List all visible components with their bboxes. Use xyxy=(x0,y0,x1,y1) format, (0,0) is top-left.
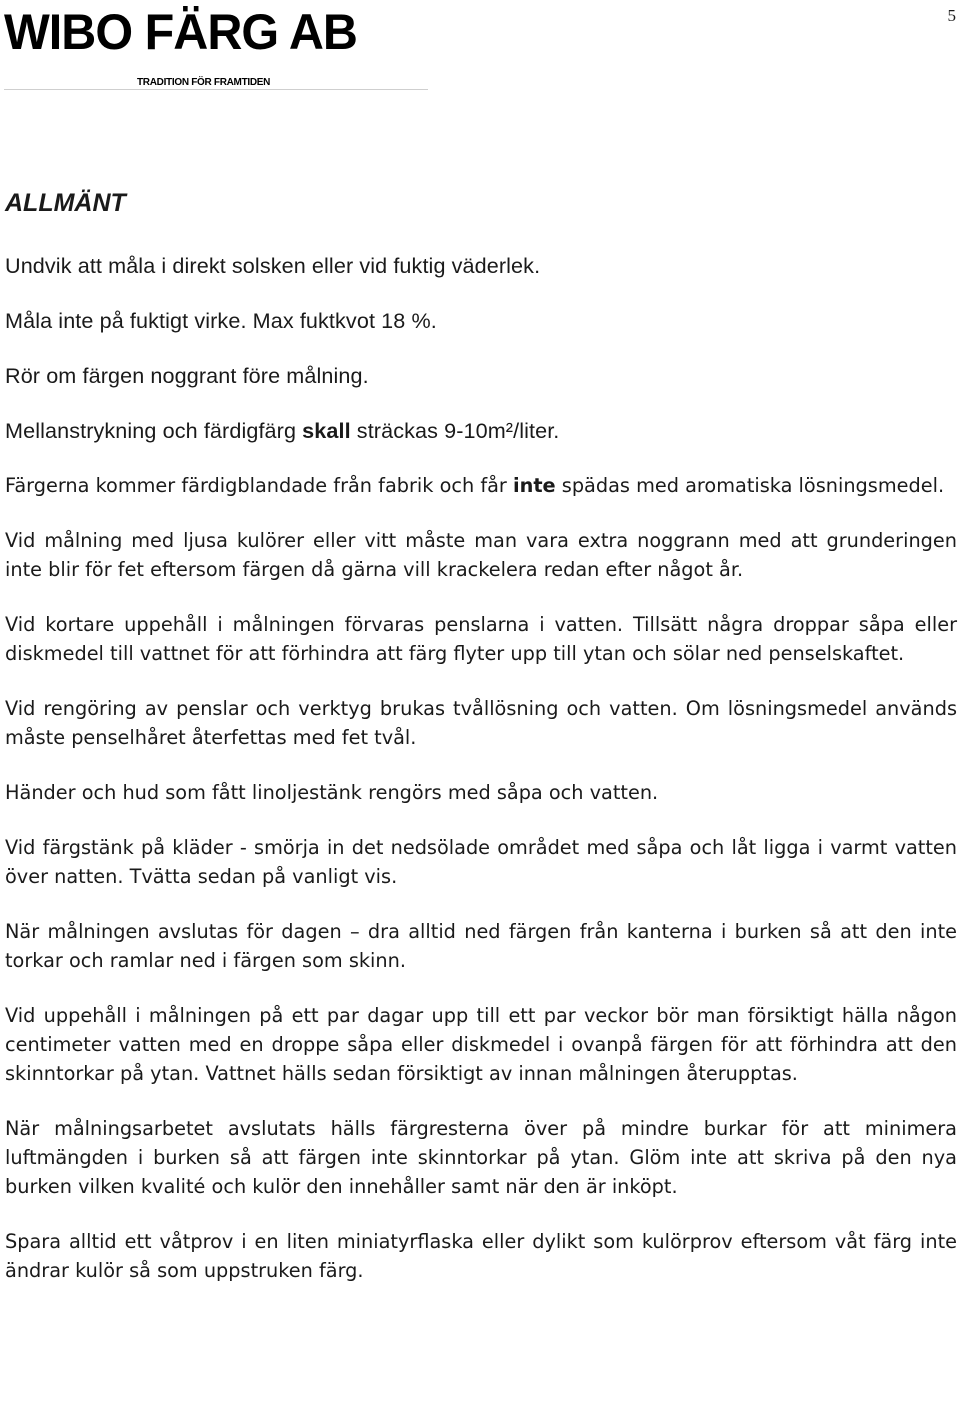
paragraph: Spara alltid ett våtprov i en liten miniatyrflaska eller dylikt som kulörprov eftersom våt färg inte ändrar kulör så som uppstruken färg. xyxy=(5,1230,957,1282)
paragraph: Undvik att måla i direkt solsken eller vid fuktig väderlek. xyxy=(5,253,541,278)
paragraph: Vid kortare uppehåll i målningen förvaras penslarna i vatten. Tillsätt några droppar såpa eller diskmedel till vattnet för att förhindra att färg flyter upp till ytan och sölar ned penselskaftet. xyxy=(5,613,957,665)
paragraph: Vid rengöring av penslar och verktyg brukas tvållösning och vatten. Om lösningsmedel används måste penselhåret återfettas med fet tvål. xyxy=(5,697,957,749)
paragraph: Rör om färgen noggrant före målning. xyxy=(5,363,369,388)
paragraph: Vid uppehåll i målningen på ett par dagar upp till ett par veckor bör man försiktigt hälla någon centimeter vatten med en droppe såpa eller diskmedel i ovanpå färgen för att förhindra att den skinntorkar på ytan. Vattnet hälls sedan försiktigt av innan målningen återupptas. xyxy=(5,1004,957,1085)
page-number: 5 xyxy=(947,6,956,25)
section-heading: ALLMÄNT xyxy=(5,189,126,217)
paragraph: Vid målning med ljusa kulörer eller vitt måste man vara extra noggrann med att grunderingen inte blir för fet eftersom färgen då gärna vill krackelera redan efter något år. xyxy=(5,529,957,581)
logo-name: WIBO FÄRG AB xyxy=(4,4,357,60)
paragraph xyxy=(5,471,957,500)
paragraph-text: Färgerna kommer färdigblandade från fabrik och får xyxy=(5,474,513,497)
emphasis-text: skall xyxy=(302,418,351,443)
paragraph: Vid färgstänk på kläder - smörja in det nedsölade området med såpa och låt ligga i varmt vatten över natten. Tvätta sedan på vanligt vis. xyxy=(5,836,957,888)
paragraph-text: sträckas 9-10m²/liter. xyxy=(350,418,560,443)
paragraph: Måla inte på fuktigt virke. Max fuktkvot 18 %. xyxy=(5,308,437,333)
paragraph-text: Mellanstrykning och färdigfärg xyxy=(5,418,303,443)
paragraph: Händer och hud som fått linoljestänk rengörs med såpa och vatten. xyxy=(5,781,659,804)
logo-divider xyxy=(4,89,428,90)
paragraph: När målningen avslutas för dagen – dra alltid ned färgen från kanterna i burken så att den inte torkar och ramlar ned i färgen som skinn. xyxy=(5,920,957,972)
logo-tagline: TRADITION FÖR FRAMTIDEN xyxy=(137,77,271,88)
paragraph-text: spädas med aromatiska lösningsmedel. xyxy=(555,474,945,497)
paragraph xyxy=(5,416,957,445)
company-logo xyxy=(4,4,428,88)
paragraph: När målningsarbetet avslutats hälls färgresterna över på mindre burkar för att minimera luftmängden i burken så att färgen inte skinntorkar på ytan. Glöm inte att skriva på den nya burken vilken kvalité och kulör den innehåller samt när den är inköpt. xyxy=(5,1117,957,1198)
emphasis-text: inte xyxy=(513,474,556,497)
document-body xyxy=(5,186,957,1311)
